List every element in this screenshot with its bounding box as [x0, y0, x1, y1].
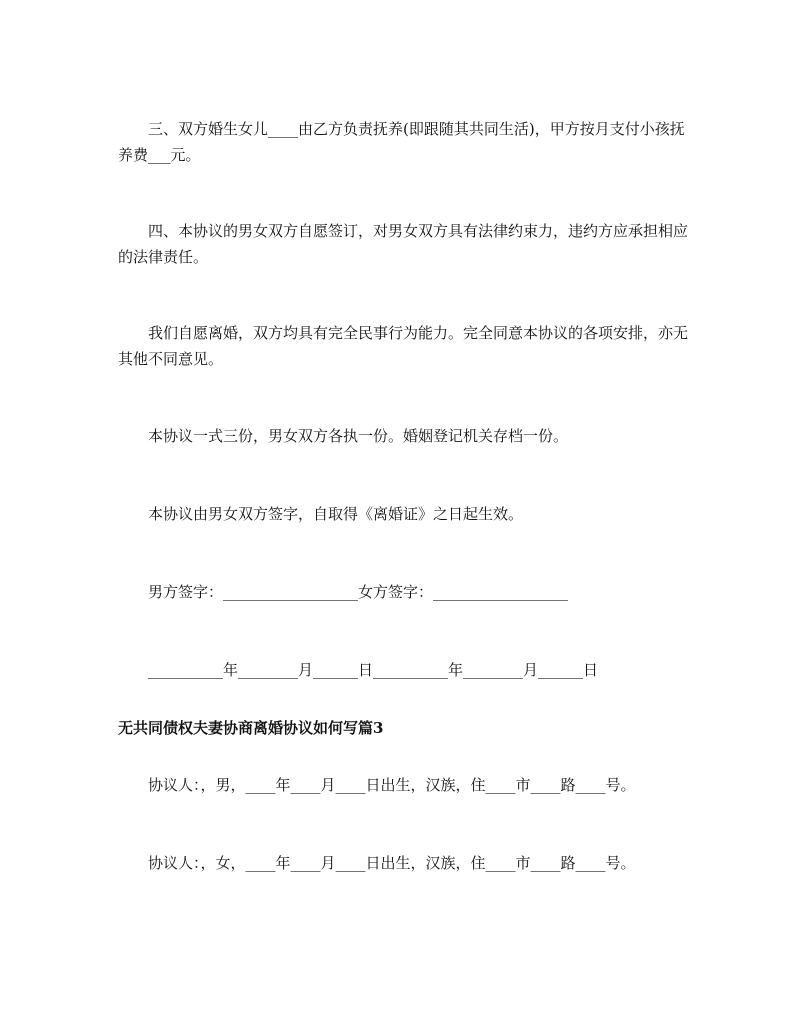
- clause-4-paragraph: 四、本协议的男女双方自愿签订，对男女双方具有法律约束力，违约方应承担相应的法律责任。: [118, 222, 689, 266]
- voluntary-divorce-paragraph: 我们自愿离婚，双方均具有完全民事行为能力。完全同意本协议的各项安排，亦无其他不同意见。: [118, 324, 689, 368]
- party-male-line: 协议人：，男，____年____月____日出生，汉族，住____市____路____号。: [148, 776, 636, 794]
- section-heading: 无共同债权夫妻协商离婚协议如何写篇3: [118, 719, 384, 737]
- party-female-line: 协议人：，女，____年____月____日出生，汉族，住____市____路____号。: [148, 854, 636, 872]
- clause-3-paragraph: 三、双方婚生女儿____由乙方负责抚养(即跟随其共同生活)，甲方按月支付小孩抚养费___元。: [118, 120, 685, 164]
- copies-paragraph: 本协议一式三份，男女双方各执一份。婚姻登记机关存档一份。: [148, 427, 569, 445]
- signature-line: 男方签字：__________________女方签字：__________________: [148, 583, 569, 601]
- effective-paragraph: 本协议由男女双方签字，自取得《离婚证》之日起生效。: [148, 505, 524, 523]
- date-line: __________年________月______日__________年________月______日: [148, 661, 599, 679]
